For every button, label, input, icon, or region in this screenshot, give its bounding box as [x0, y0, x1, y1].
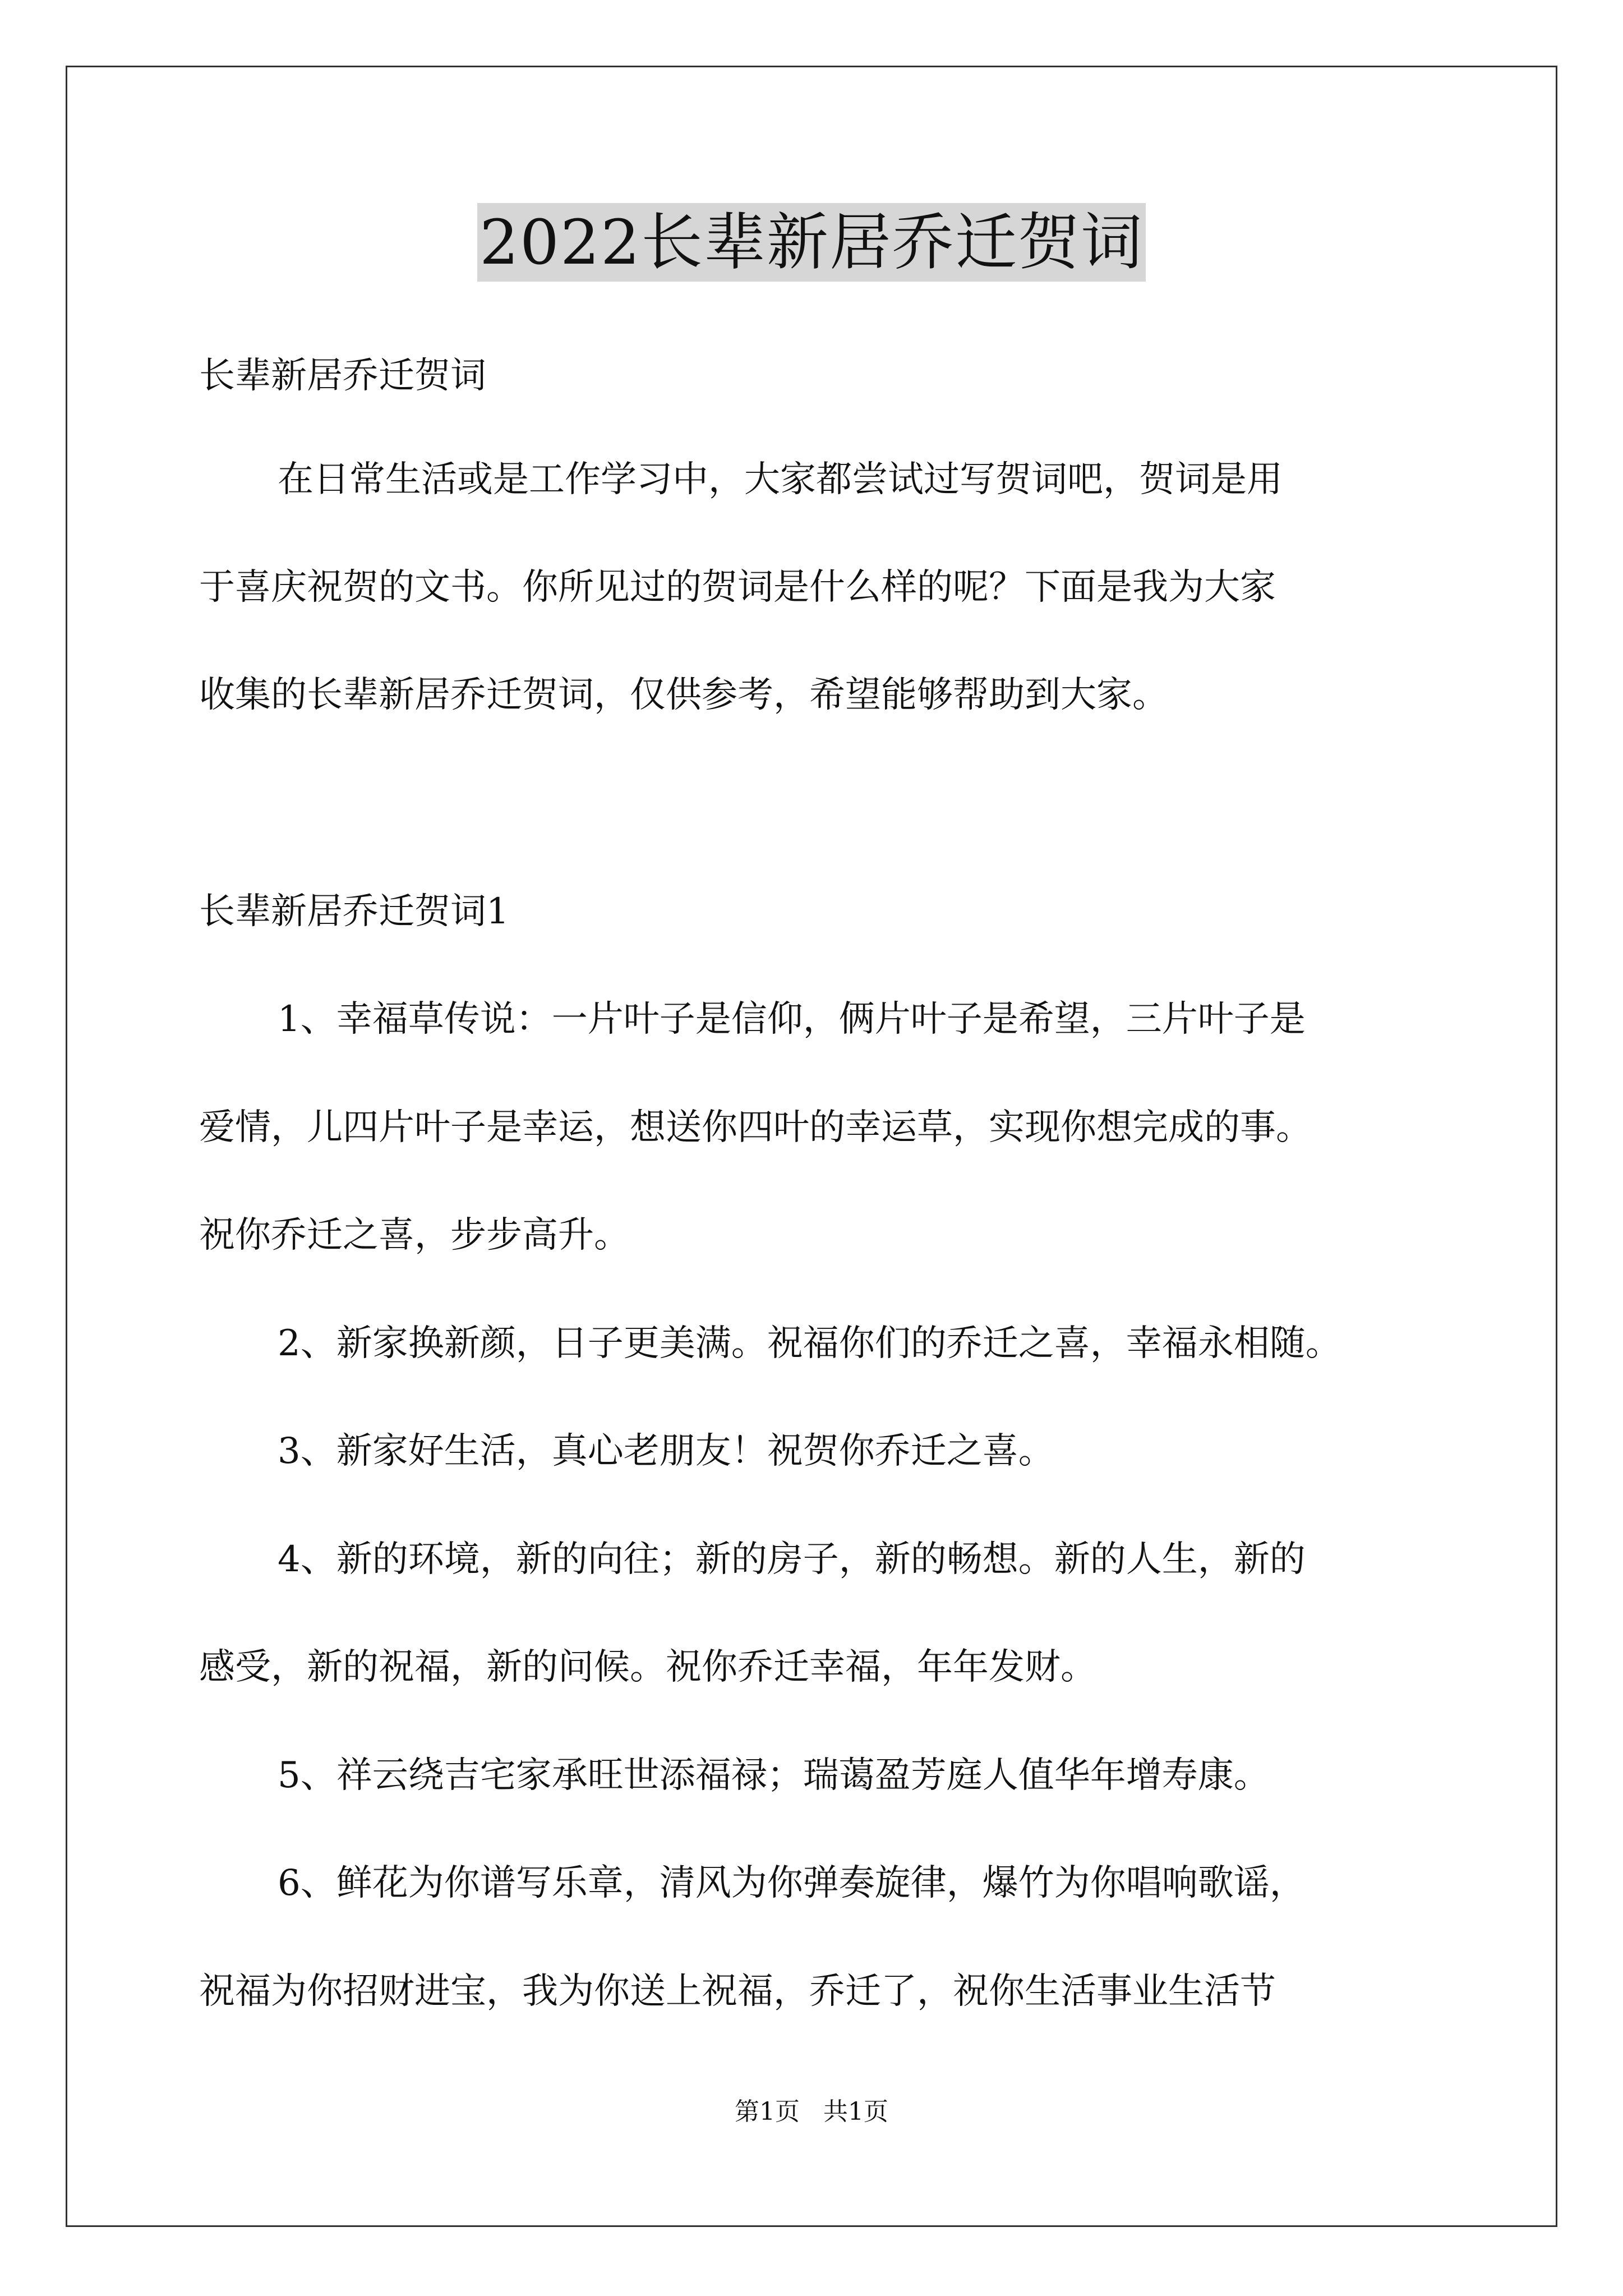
page-footer: 第1页 共1页 [735, 2097, 888, 2126]
item-5-line: 5、祥云绕吉宅家承旺世添福禄；瑞蔼盈芳庭人值华年增寿康。 [278, 1755, 1270, 1796]
item-1-line: 爱情，儿四片叶子是幸运，想送你四叶的幸运草，实现你想完成的事。 [199, 1107, 1312, 1148]
item-6-line: 祝福为你招财进宝，我为你送上祝福，乔迁了，祝你生活事业生活节 [199, 1971, 1276, 2012]
intro-line: 在日常生活或是工作学习中，大家都尝试过写贺词吧，贺词是用 [278, 459, 1283, 500]
item-1-line: 祝你乔迁之喜，步步高升。 [199, 1214, 630, 1256]
subtitle: 长辈新居乔迁贺词 [199, 355, 486, 397]
item-4-line: 4、新的环境，新的向往；新的房子，新的畅想。新的人生，新的 [278, 1539, 1306, 1580]
item-1-line: 1、幸福草传说：一片叶子是信仰，俩片叶子是希望，三片叶子是 [278, 999, 1306, 1040]
intro-line: 收集的长辈新居乔迁贺词，仅供参考，希望能够帮助到大家。 [199, 674, 1168, 716]
intro-line: 于喜庆祝贺的文书。你所见过的贺词是什么样的呢？下面是我为大家 [199, 567, 1276, 608]
document-title: 2022长辈新居乔迁贺词 [477, 203, 1146, 282]
title-container [0, 203, 1623, 282]
item-6-line: 6、鲜花为你谱写乐章，清风为你弹奏旋律，爆竹为你唱响歌谣， [278, 1862, 1306, 1904]
item-4-line: 感受，新的祝福，新的问候。祝你乔迁幸福，年年发财。 [199, 1646, 1096, 1688]
item-2-line: 2、新家换新颜，日子更美满。祝福你们的乔迁之喜，幸福永相随。 [278, 1323, 1341, 1364]
section-heading: 长辈新居乔迁贺词1 [199, 891, 509, 932]
item-3-line: 3、新家好生活，真心老朋友！祝贺你乔迁之喜。 [278, 1430, 1054, 1472]
